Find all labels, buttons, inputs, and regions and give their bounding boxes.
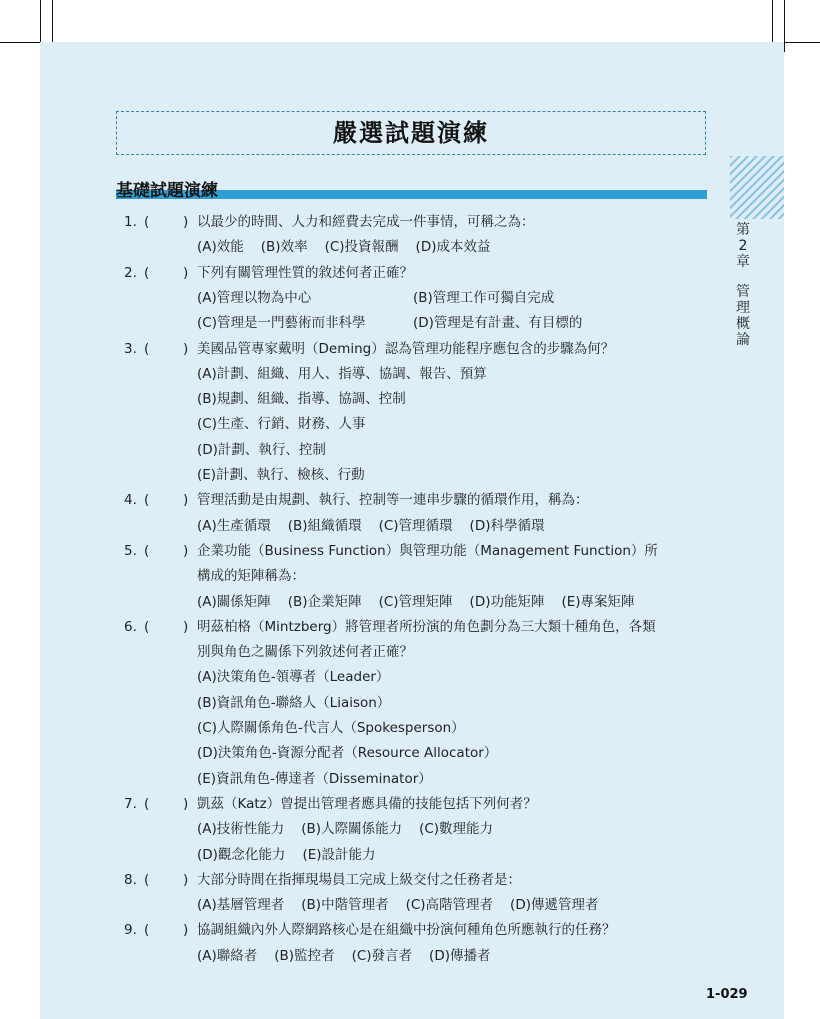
answer-blank-open: ( bbox=[144, 618, 150, 635]
option-row bbox=[40, 893, 784, 918]
question-text: 別與角色之關係下列敘述何者正確？ bbox=[197, 644, 413, 661]
question-line bbox=[40, 792, 784, 817]
option-row bbox=[40, 463, 784, 488]
answer-option: (D)科學循環 bbox=[469, 517, 545, 534]
option-row bbox=[40, 387, 784, 412]
option-row bbox=[40, 362, 784, 387]
option-row bbox=[40, 843, 784, 868]
question-line bbox=[40, 918, 784, 943]
option-row bbox=[40, 590, 784, 615]
answer-blank-close: ) bbox=[183, 214, 189, 230]
answer-option: (C)高階管理者 bbox=[405, 897, 494, 914]
answer-blank-open: ( bbox=[144, 492, 150, 509]
question-number: 5. bbox=[124, 542, 137, 559]
question-text: 凱茲（Katz）曾提出管理者應具備的技能包括下列何者？ bbox=[197, 795, 537, 812]
subject-char: 理 bbox=[736, 300, 750, 316]
answer-option: (B)效率 bbox=[260, 239, 308, 256]
option-row bbox=[40, 691, 784, 716]
answer-option: (C)生產、行銷、財務、人事 bbox=[197, 416, 366, 433]
option-row bbox=[40, 767, 784, 792]
answer-option: (C)管理是一門藝術而非科學 bbox=[197, 315, 366, 332]
question-number: 7. bbox=[124, 795, 137, 812]
answer-option: (C)人際關係角色-代言人（Spokesperson） bbox=[197, 720, 465, 736]
answer-option: (E)設計能力 bbox=[302, 846, 376, 863]
answer-option: (E)專案矩陣 bbox=[561, 593, 635, 610]
answer-option: (B)企業矩陣 bbox=[287, 593, 362, 610]
answer-blank-open: ( bbox=[144, 264, 150, 281]
answer-blank-close: ) bbox=[183, 542, 189, 559]
answer-option: (A)計劃、組織、用人、指導、協調、報告、預算 bbox=[197, 365, 487, 382]
answer-option: (B)監控者 bbox=[274, 947, 335, 964]
question-text: 管理活動是由規劃、執行、控制等一連串步驟的循環作用，稱為： bbox=[197, 492, 589, 509]
question-number: 8. bbox=[124, 871, 137, 888]
answer-blank-close: ) bbox=[183, 340, 189, 357]
option-row bbox=[40, 286, 784, 311]
answer-option: (A)基層管理者 bbox=[197, 897, 285, 914]
question-text: 下列有關管理性質的敘述何者正確？ bbox=[197, 264, 413, 281]
answer-option: (A)聯絡者 bbox=[197, 947, 258, 964]
crop-mark bbox=[784, 0, 785, 52]
answer-option: (A)生產循環 bbox=[197, 517, 271, 534]
answer-option: (D)管理是有計畫、有目標的 bbox=[413, 315, 583, 332]
question-line bbox=[40, 868, 784, 893]
option-row bbox=[40, 716, 784, 741]
answer-option: (B)中階管理者 bbox=[301, 897, 389, 914]
answer-blank-close: ) bbox=[183, 871, 189, 888]
subject-char: 論 bbox=[736, 332, 750, 348]
question-line bbox=[40, 564, 784, 589]
answer-option: (E)計劃、執行、檢核、行動 bbox=[197, 467, 365, 483]
answer-option: (A)關係矩陣 bbox=[197, 593, 271, 610]
answer-option: (D)計劃、執行、控制 bbox=[197, 441, 326, 458]
section-title: 基礎試題演練 bbox=[116, 181, 218, 201]
page-number: 1-029 bbox=[706, 987, 748, 1002]
option-row bbox=[40, 741, 784, 766]
answer-blank-close: ) bbox=[183, 264, 189, 281]
chapter-char: 2 bbox=[738, 238, 748, 254]
option-row bbox=[40, 817, 784, 842]
answer-option: (D)觀念化能力 bbox=[197, 846, 286, 863]
subject-char: 管 bbox=[736, 284, 750, 300]
question-line bbox=[40, 337, 784, 362]
question-line bbox=[40, 539, 784, 564]
answer-blank-open: ( bbox=[144, 340, 150, 357]
option-row bbox=[40, 944, 784, 969]
answer-option: (B)組織循環 bbox=[287, 517, 362, 534]
answer-blank-open: ( bbox=[144, 871, 150, 888]
question-text: 以最少的時間、人力和經費去完成一件事情，可稱之為： bbox=[197, 214, 535, 230]
chapter-char: 第 bbox=[736, 222, 750, 238]
option-row bbox=[40, 438, 784, 463]
answer-option: (E)資訊角色-傳達者（Disseminator） bbox=[197, 770, 432, 787]
answer-option: (B)管理工作可獨自完成 bbox=[413, 289, 555, 306]
answer-option: (D)成本效益 bbox=[415, 239, 491, 256]
question-number: 4. bbox=[124, 492, 137, 509]
answer-option: (B)資訊角色-聯絡人（Liaison） bbox=[197, 694, 391, 711]
question-text: 大部分時間在指揮現場員工完成上級交付之任務者是： bbox=[197, 871, 521, 888]
option-row bbox=[40, 235, 784, 260]
answer-blank-close: ) bbox=[183, 922, 189, 939]
answer-blank-open: ( bbox=[144, 795, 150, 812]
question-line bbox=[40, 640, 784, 665]
answer-option: (A)決策角色-領導者（Leader） bbox=[197, 669, 390, 686]
question-number: 9. bbox=[124, 922, 137, 939]
answer-blank-open: ( bbox=[144, 922, 150, 939]
answer-option: (B)人際關係能力 bbox=[301, 821, 403, 838]
answer-option: (B)規劃、組織、指導、協調、控制 bbox=[197, 391, 406, 408]
question-line bbox=[40, 210, 784, 235]
subject-char: 概 bbox=[736, 316, 750, 332]
option-row bbox=[40, 514, 784, 539]
answer-option: (D)傳播者 bbox=[429, 947, 491, 964]
question-number: 2. bbox=[124, 264, 137, 281]
page-title: 嚴選試題演練 bbox=[116, 111, 706, 155]
answer-option: (A)效能 bbox=[197, 239, 244, 256]
option-row bbox=[40, 665, 784, 690]
answer-blank-close: ) bbox=[183, 795, 189, 812]
option-row bbox=[40, 412, 784, 437]
question-line bbox=[40, 615, 784, 640]
question-number: 3. bbox=[124, 340, 137, 357]
answer-option: (D)功能矩陣 bbox=[469, 593, 545, 610]
question-text: 美國品管專家戴明（Deming）認為管理功能程序應包含的步驟為何？ bbox=[197, 340, 615, 357]
answer-blank-open: ( bbox=[144, 542, 150, 559]
answer-option: (A)技術性能力 bbox=[197, 821, 285, 838]
answer-option: (D)決策角色-資源分配者（Resource Allocator） bbox=[197, 745, 498, 762]
page bbox=[40, 42, 784, 1019]
answer-option: (C)管理循環 bbox=[378, 517, 453, 534]
answer-option: (C)發言者 bbox=[351, 947, 413, 964]
question-text: 協調組織內外人際網路核心是在組織中扮演何種角色所應執行的任務？ bbox=[197, 922, 616, 939]
question-line bbox=[40, 488, 784, 513]
answer-option: (C)數理能力 bbox=[419, 821, 494, 838]
answer-option: (C)投資報酬 bbox=[324, 239, 399, 256]
chapter-char: 章 bbox=[736, 254, 750, 270]
answer-option: (D)傳遞管理者 bbox=[510, 897, 599, 914]
answer-blank-close: ) bbox=[183, 492, 189, 509]
crop-mark bbox=[772, 0, 773, 42]
question-number: 6. bbox=[124, 618, 137, 635]
question-text: 企業功能（Business Function）與管理功能（Management Function）所 bbox=[197, 542, 658, 559]
question-number: 1. bbox=[124, 214, 137, 230]
answer-option: (A)管理以物為中心 bbox=[197, 289, 312, 306]
answer-option: (C)管理矩陣 bbox=[378, 593, 453, 610]
answer-blank-close: ) bbox=[183, 618, 189, 635]
question-text: 構成的矩陣稱為： bbox=[197, 568, 305, 585]
option-row bbox=[40, 311, 784, 336]
question-text: 明茲柏格（Mintzberg）將管理者所扮演的角色劃分為三大類十種角色，各類 bbox=[197, 618, 656, 635]
crop-mark bbox=[52, 0, 53, 42]
question-line bbox=[40, 261, 784, 286]
answer-blank-open: ( bbox=[144, 214, 150, 230]
